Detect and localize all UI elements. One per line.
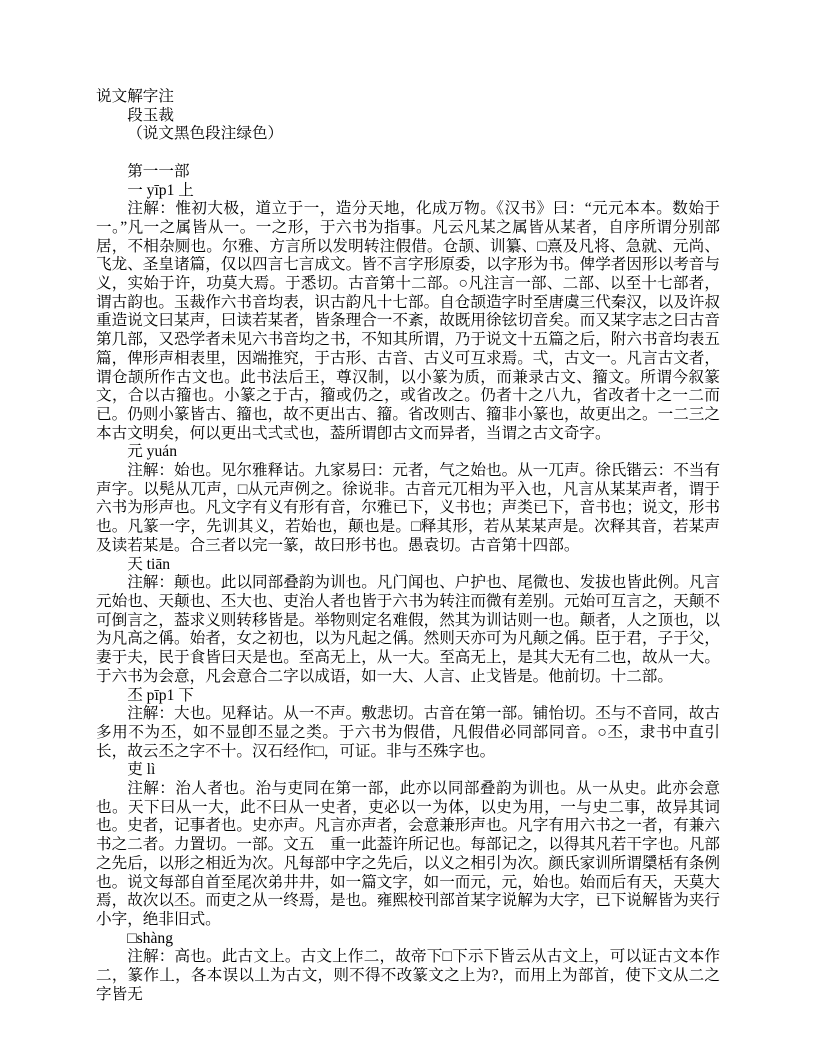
entry-body-pi: 注解：大也。见释诂。从一不声。敷悲切。古音在第一部。铺怡切。丕与不音同，故古多用不为丕，如不显卽丕显之类。于六书为假借，凡假借必同部同音。○丕，隶书中直引长，故云丕之字不十。汉石经作□，可证。非与丕殊字也。 (96, 705, 720, 760)
document-title: 说文解字注 (96, 88, 174, 105)
entry-body-shang: 注解：高也。此古文上。古文上作二，故帝下□下示下皆云从古文上，可以证古文本作二，篆作丄，各本误以丄为古文，则不得不改篆文之上为?，而用上为部首，使下文从二之字皆无 (96, 948, 720, 1003)
entry-body-yi: 注解：惟初大极，道立于一，造分天地，化成万物。《汉书》曰：“元元本本。数始于一。”凡一之属皆从一。一之形，于六书为指事。凡云凡某之属皆从某者，自序所谓分别部居，不相杂厕也。尔雅、方言所以发明转注假借。仓颉、训纂、□熹及凡将、急就、元尚、飞龙、圣皇诸篇，仅以四言七言成文。皆不言字形原委，以字形为书。俾学者因形以考音与义，实始于许，功莫大焉。于悉切。古音第十二部。○凡注言一部、二部、以至十七部者，谓古韵也。玉裁作六书音均表，识古韵凡十七部。自仓颉造字时至唐虞三代秦汉，以及许叔重造说文曰某声，曰读若某者，皆条理合一不紊，故既用徐铉切音矣。而又某字志之曰古音第几部，又恐学者未见六书音均之书，不知其所谓，乃于说文十五篇之后，附六书音均表五篇，俾形声相表里，因端推究，于古形、古音、古义可互求焉。弌，古文一。凡言古文者，谓仓颉所作古文也。此书法后王，尊汉制，以小篆为质，而兼录古文、籀文。所谓今叙篆文，合以古籀也。小篆之于古，籀或仍之，或省改之。仍者十之八九，省改者十之一二而已。仍则小篆皆古、籀也，故不更出古、籀。省改则古、籀非小篆也，故更出之。一二三之本古文明矣，何以更出弌弍弎也，葢所谓卽古文而异者，当谓之古文奇字。 (96, 200, 720, 442)
entry-body-tian: 注解：颠也。此以同部叠韵为训也。凡门闻也、户护也、尾微也、发拔也皆此例。凡言元始也、天颠也、丕大也、吏治人者也皆于六书为转注而微有差别。元始可互言之，天颠不可倒言之，葢求义则转移皆是。举物则定名难假，然其为训诂则一也。颠者，人之顶也，以为凡高之偁。始者，女之初也，以为凡起之偁。然则天亦可为凡颠之偁。臣于君，子于父，妻于夫，民于食皆曰天是也。至高无上，从一大。至高无上，是其大无有二也，故从一大。于六书为会意，凡会意合二字以成语，如一大、人言、止戈皆是。他前切。十二部。 (96, 574, 720, 685)
entry-head-shang: □shàng (127, 929, 173, 947)
author: 段玉裁 (127, 106, 174, 124)
color-note: （说文黑色段注绿色） (127, 125, 284, 143)
entry-body-li: 注解：治人者也。治与吏同在第一部，此亦以同部叠韵为训也。从一从史。此亦会意也。天下曰从一大，此不曰从一史者，吏必以一为体，以史为用，一与史二事，故异其词也。史者，记事者也。史亦声。凡言亦声者，会意兼形声也。凡字有用六书之一者，有兼六书之二者。力置切。一部。文五 重一此葢许所记也。每部记之，以得其凡若干字也。凡部之先后，以形之相近为次。凡每部中字之先后，以义之相引为次。颜氏家训所谓檃栝有条例也。说文每部自首至尾次弟井井，如一篇文字，如一而元，元，始也。始而后有天，天莫大焉，故次以丕。而吏之从一终焉，是也。雍熙校刊部首某字说解为大字，已下说解皆为夹行小字，绝非旧式。 (96, 780, 720, 928)
entry-head-yuan: 元 yuán (127, 443, 177, 461)
section-heading: 第一一部 (127, 162, 190, 180)
blank-line (96, 144, 720, 163)
entry-body-yuan: 注解：始也。见尔雅释诂。九家易曰：元者，气之始也。从一兀声。徐氏锴云：不当有声字。以髡从兀声，□从元声例之。徐说非。古音元兀相为平入也，凡言从某某声者，谓于六书为形声也。凡文字有义有形有音，尔雅已下，义书也；声类已下，音书也；说文，形书也。凡篆一字，先训其义，若始也，颠也是。□释其形，若从某某声是。次释其音，若某声及读若某是。合三者以完一篆，故曰形书也。愚袁切。古音第十四部。 (96, 462, 720, 554)
entry-head-tian: 天 tiān (127, 555, 171, 573)
entry-head-li: 吏 lì (127, 761, 156, 779)
entry-head-yi: 一 yīp1 上 (127, 181, 194, 199)
entry-head-pi: 丕 pīp1 下 (127, 686, 194, 704)
